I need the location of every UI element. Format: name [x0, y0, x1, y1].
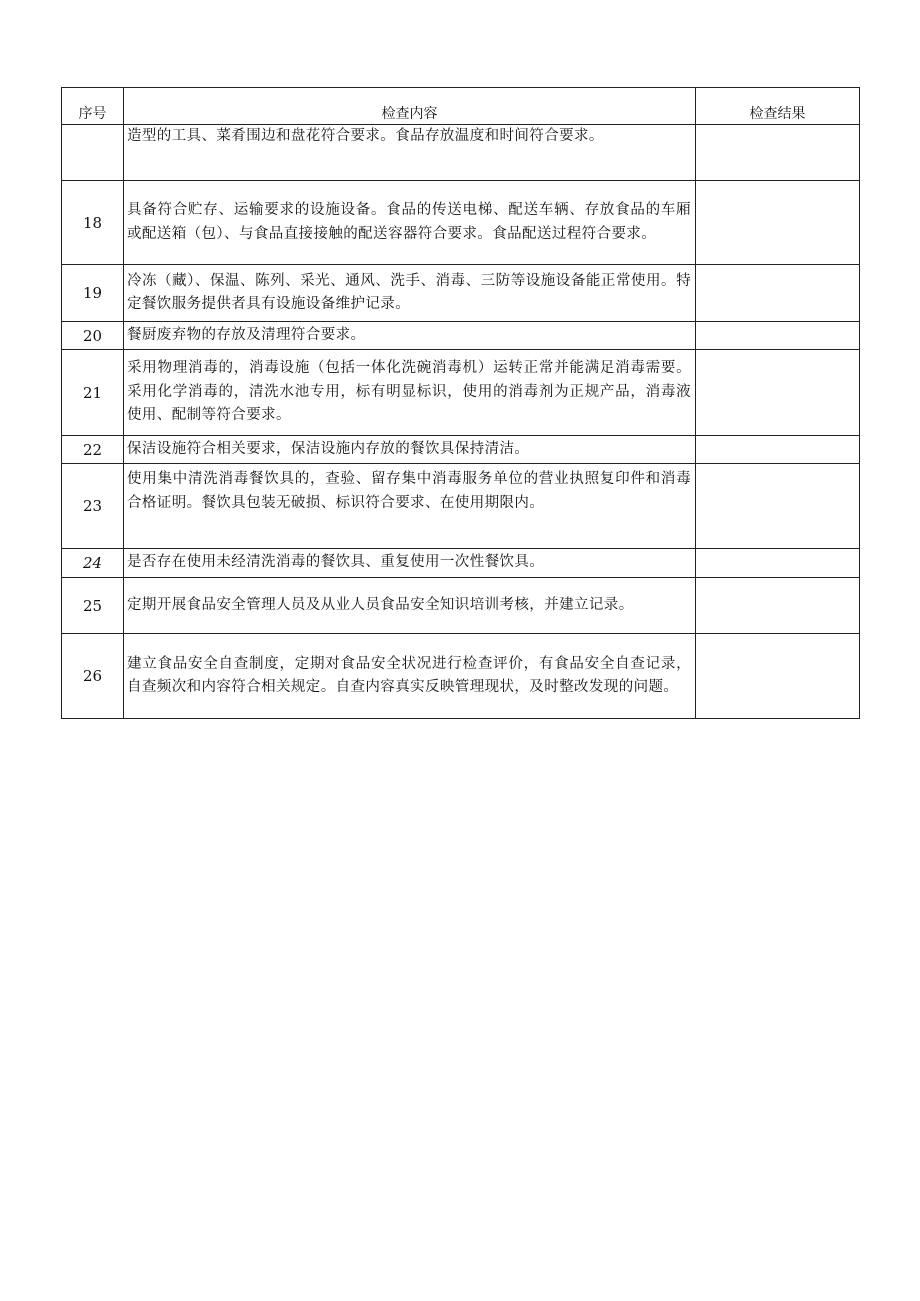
table-row — [62, 322, 860, 350]
row-result — [696, 322, 860, 350]
table-row — [62, 464, 860, 549]
table-row — [62, 634, 860, 719]
table-row — [62, 436, 860, 464]
row-content: 是否存在使用未经清洗消毒的餐饮具、重复使用一次性餐饮具。 — [124, 549, 696, 578]
inspection-table — [61, 87, 860, 719]
row-number: 19 — [62, 265, 124, 322]
row-number: 20 — [62, 322, 124, 350]
table-row — [62, 578, 860, 634]
table-row — [62, 350, 860, 436]
row-number — [62, 125, 124, 181]
row-result — [696, 436, 860, 464]
row-result — [696, 634, 860, 719]
row-content: 冷冻（藏）、保温、陈列、采光、通风、洗手、消毒、三防等设施设备能正常使用。特定餐饮服务提供者具有设施设备维护记录。 — [124, 265, 696, 322]
row-number: 18 — [62, 181, 124, 265]
row-content: 造型的工具、菜肴围边和盘花符合要求。食品存放温度和时间符合要求。 — [124, 125, 696, 181]
row-content: 餐厨废弃物的存放及清理符合要求。 — [124, 322, 696, 350]
row-number: 25 — [62, 578, 124, 634]
table-row — [62, 549, 860, 578]
row-result — [696, 549, 860, 578]
row-number: 22 — [62, 436, 124, 464]
header-no: 序号 — [62, 88, 124, 125]
row-result — [696, 578, 860, 634]
row-result — [696, 125, 860, 181]
row-result — [696, 464, 860, 549]
header-result: 检查结果 — [696, 88, 860, 125]
row-content: 具备符合贮存、运输要求的设施设备。食品的传送电梯、配送车辆、存放食品的车厢或配送箱（包）、与食品直接接触的配送容器符合要求。食品配送过程符合要求。 — [124, 181, 696, 265]
table-row — [62, 125, 860, 181]
row-number: 21 — [62, 350, 124, 436]
table-row — [62, 265, 860, 322]
row-content: 建立食品安全自查制度，定期对食品安全状况进行检查评价，有食品安全自查记录，自查频次和内容符合相关规定。自查内容真实反映管理现状，及时整改发现的问题。 — [124, 634, 696, 719]
row-result — [696, 181, 860, 265]
header-row — [62, 88, 860, 125]
row-content: 保洁设施符合相关要求，保洁设施内存放的餐饮具保持清洁。 — [124, 436, 696, 464]
header-content: 检查内容 — [124, 88, 696, 125]
row-result — [696, 350, 860, 436]
row-number: 24 — [62, 549, 124, 578]
row-number: 23 — [62, 464, 124, 549]
table-row — [62, 181, 860, 265]
row-content: 使用集中清洗消毒餐饮具的，查验、留存集中消毒服务单位的营业执照复印件和消毒合格证明。餐饮具包装无破损、标识符合要求、在使用期限内。 — [124, 464, 696, 549]
row-content: 采用物理消毒的，消毒设施（包括一体化洗碗消毒机）运转正常并能满足消毒需要。采用化学消毒的，清洗水池专用，标有明显标识，使用的消毒剂为正规产品，消毒液使用、配制等符合要求。 — [124, 350, 696, 436]
row-content: 定期开展食品安全管理人员及从业人员食品安全知识培训考核，并建立记录。 — [124, 578, 696, 634]
row-number: 26 — [62, 634, 124, 719]
row-result — [696, 265, 860, 322]
